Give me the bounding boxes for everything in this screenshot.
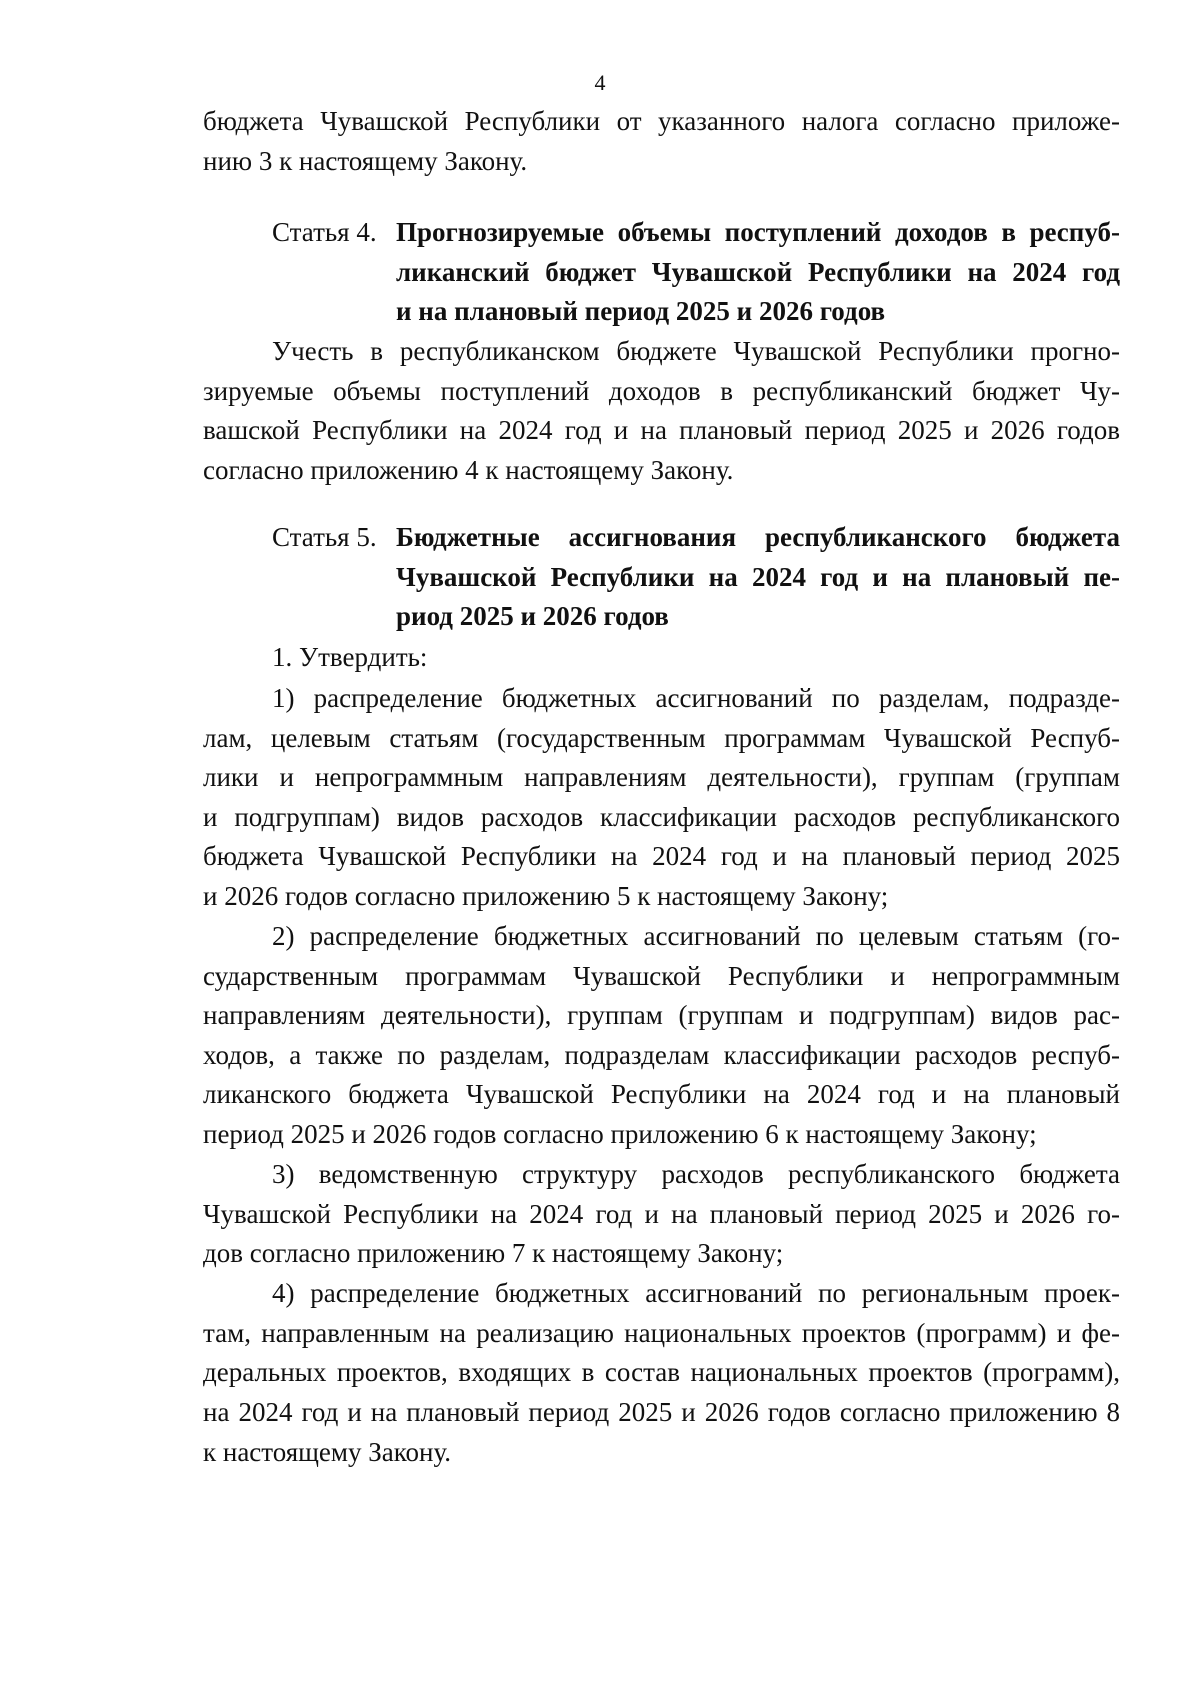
sub-4-line-3: деральных проектов, входящих в состав национальных проектов (программ), xyxy=(203,1357,1120,1387)
sub-2-line-4: ходов, а также по разделам, подразделам классификации расходов респуб- xyxy=(203,1040,1120,1070)
sub-1-line-6: и 2026 годов согласно приложению 5 к настоящему Закону; xyxy=(203,881,889,911)
article-4-body-line-2: зируемые объемы поступлений доходов в республиканский бюджет Чу- xyxy=(203,376,1120,406)
sub-1-line-1: 1) распределение бюджетных ассигнований по разделам, подразде- xyxy=(272,683,1120,713)
sub-4-line-5: к настоящему Закону. xyxy=(203,1437,451,1467)
sub-1-line-3: лики и непрограммным направлениям деятельности), группам (группам xyxy=(203,762,1120,792)
sub-2-line-3: направлениям деятельности), группам (группам и подгруппам) видов рас- xyxy=(203,1000,1120,1030)
article-4-body-line-3: вашской Республики на 2024 год и на плановый период 2025 и 2026 годов xyxy=(203,415,1120,445)
sub-2-line-1: 2) распределение бюджетных ассигнований по целевым статьям (го- xyxy=(272,921,1120,951)
intro-line-1: бюджета Чувашской Республики от указанного налога согласно приложе- xyxy=(203,106,1120,136)
sub-2-line-2: сударственным программам Чувашской Республики и непрограммным xyxy=(203,961,1120,991)
sub-1-line-5: бюджета Чувашской Республики на 2024 год и на плановый период 2025 xyxy=(203,841,1120,871)
sub-3-line-1: 3) ведомственную структуру расходов республиканского бюджета xyxy=(272,1159,1120,1189)
sub-3-line-2: Чувашской Республики на 2024 год и на плановый период 2025 и 2026 го- xyxy=(203,1199,1120,1229)
article-5-title-line-2: Чувашской Республики на 2024 год и на плановый пе- xyxy=(396,562,1120,592)
sub-4-line-4: на 2024 год и на плановый период 2025 и 2026 годов согласно приложению 8 xyxy=(203,1397,1120,1427)
article-4-title-line-3: и на плановый период 2025 и 2026 годов xyxy=(396,296,886,326)
article-4-label: Статья 4. xyxy=(272,217,377,247)
article-4-body-line-1: Учесть в республиканском бюджете Чувашской Республики прогно- xyxy=(272,336,1120,366)
article-4-title-line-1: Прогнозируемые объемы поступлений доходов в респуб- xyxy=(396,217,1120,247)
article-4-title-line-2: ликанский бюджет Чувашской Республики на 2024 год xyxy=(396,257,1120,287)
article-5-title-line-1: Бюджетные ассигнования республиканского бюджета xyxy=(396,522,1120,552)
sub-2-line-6: период 2025 и 2026 годов согласно приложению 6 к настоящему Закону; xyxy=(203,1119,1037,1149)
sub-2-line-5: ликанского бюджета Чувашской Республики на 2024 год и на плановый xyxy=(203,1079,1120,1109)
sub-4-line-1: 4) распределение бюджетных ассигнований по региональным проек- xyxy=(272,1278,1120,1308)
sub-4-line-2: там, направленным на реализацию национальных проектов (программ) и фе- xyxy=(203,1318,1120,1348)
article-5-item-1: 1. Утвердить: xyxy=(272,642,428,672)
sub-3-line-3: дов согласно приложению 7 к настоящему Закону; xyxy=(203,1238,784,1268)
article-5-label: Статья 5. xyxy=(272,522,377,552)
article-4-body-line-4: согласно приложению 4 к настоящему Закону. xyxy=(203,455,734,485)
article-5-title-line-3: риод 2025 и 2026 годов xyxy=(396,601,669,631)
sub-1-line-2: лам, целевым статьям (государственным программам Чувашской Респуб- xyxy=(203,723,1120,753)
sub-1-line-4: и подгруппам) видов расходов классификации расходов республиканского xyxy=(203,802,1120,832)
page-number: 4 xyxy=(594,70,606,95)
intro-line-2: нию 3 к настоящему Закону. xyxy=(203,146,528,176)
